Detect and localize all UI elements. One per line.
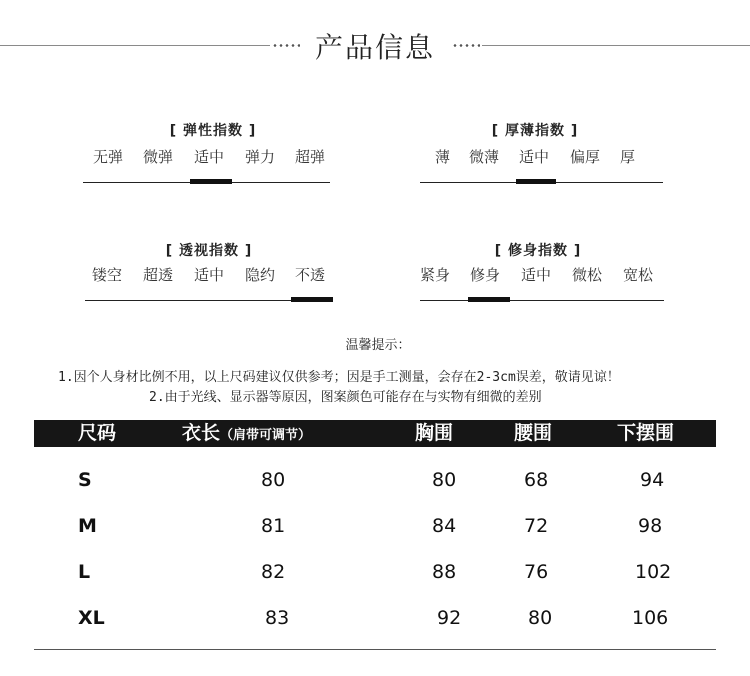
length-cell: 80: [261, 469, 286, 491]
hem-cell: 102: [635, 561, 672, 583]
transparency-option: 超透: [143, 266, 174, 284]
chest-cell: 92: [437, 607, 462, 629]
hem-cell: 94: [640, 469, 665, 491]
chest-cell: 88: [432, 561, 457, 583]
thickness-option: 微薄: [469, 148, 500, 166]
fit-option: 修身: [470, 266, 501, 284]
chest-cell: 80: [432, 469, 457, 491]
fit-option: 紧身: [420, 266, 451, 284]
header-size: 尺码: [78, 422, 117, 444]
length-cell: 83: [265, 607, 290, 629]
size-table-header: [34, 420, 716, 447]
size-cell: XL: [78, 607, 105, 629]
hem-cell: 98: [638, 515, 663, 537]
header-dots-right: [452, 42, 480, 49]
transparency-option: 不透: [295, 266, 326, 284]
table-row: [34, 460, 716, 500]
fit-options: [420, 264, 680, 286]
fit-option: 宽松: [623, 266, 654, 284]
header-length: 衣长: [182, 422, 221, 444]
header-chest: 胸围: [415, 422, 454, 444]
table-row: [34, 552, 716, 592]
thickness-option: 偏厚: [570, 148, 601, 166]
fit-title: [ 修身指数 ]: [494, 243, 582, 259]
waist-cell: 68: [524, 469, 549, 491]
thickness-options: [420, 146, 680, 168]
elasticity-option: 微弹: [143, 148, 174, 166]
elasticity-option: 适中: [194, 148, 225, 166]
table-row: [34, 598, 716, 638]
size-cell: L: [78, 561, 91, 583]
elasticity-selected-marker: [190, 179, 232, 184]
tips-line-2: 2.由于光线、显示器等原因，图案颜色可能存在与实物有细微的差别: [149, 390, 542, 405]
header-hem: 下摆围: [617, 422, 675, 444]
transparency-option: 镂空: [92, 266, 123, 284]
thickness-option: 薄: [435, 148, 451, 166]
transparency-selected-marker: [291, 297, 333, 302]
thickness-title: [ 厚薄指数 ]: [491, 123, 579, 139]
index-panel: [35, 90, 715, 326]
elasticity-option: 无弹: [93, 148, 124, 166]
waist-cell: 72: [524, 515, 549, 537]
hem-cell: 106: [632, 607, 669, 629]
page-title: 产品信息: [314, 31, 435, 64]
fit-scale-line: [420, 300, 664, 301]
tips-line-1: 1.因个人身材比例不用，以上尺码建议仅供参考；因是手工测量，会存在2-3cm误差，敬请见谅！: [58, 370, 620, 385]
thickness-selected-marker: [516, 179, 556, 184]
fit-option: 适中: [521, 266, 552, 284]
transparency-option: 隐约: [245, 266, 276, 284]
transparency-title: [ 透视指数 ]: [165, 243, 253, 259]
size-cell: S: [78, 469, 92, 491]
thickness-option: 厚: [620, 148, 636, 166]
header-waist: 腰围: [514, 422, 553, 444]
elasticity-option: 弹力: [245, 148, 276, 166]
size-cell: M: [78, 515, 97, 537]
fit-selected-marker: [468, 297, 510, 302]
transparency-option: 适中: [194, 266, 225, 284]
length-cell: 81: [261, 515, 286, 537]
header-line-right: [482, 45, 750, 46]
waist-cell: 80: [528, 607, 553, 629]
table-bottom-line: [34, 649, 716, 650]
waist-cell: 76: [524, 561, 549, 583]
fit-option: 微松: [572, 266, 603, 284]
header-length-note: （肩带可调节）: [220, 428, 312, 443]
tips-heading: 温馨提示：: [345, 338, 411, 353]
elasticity-option: 超弹: [295, 148, 326, 166]
chest-cell: 84: [432, 515, 457, 537]
transparency-options: [85, 264, 345, 286]
elasticity-options: [83, 146, 343, 168]
elasticity-title: [ 弹性指数 ]: [169, 123, 257, 139]
thickness-option: 适中: [519, 148, 550, 166]
table-row: [34, 506, 716, 546]
header-length-group: [182, 420, 311, 447]
length-cell: 82: [261, 561, 286, 583]
